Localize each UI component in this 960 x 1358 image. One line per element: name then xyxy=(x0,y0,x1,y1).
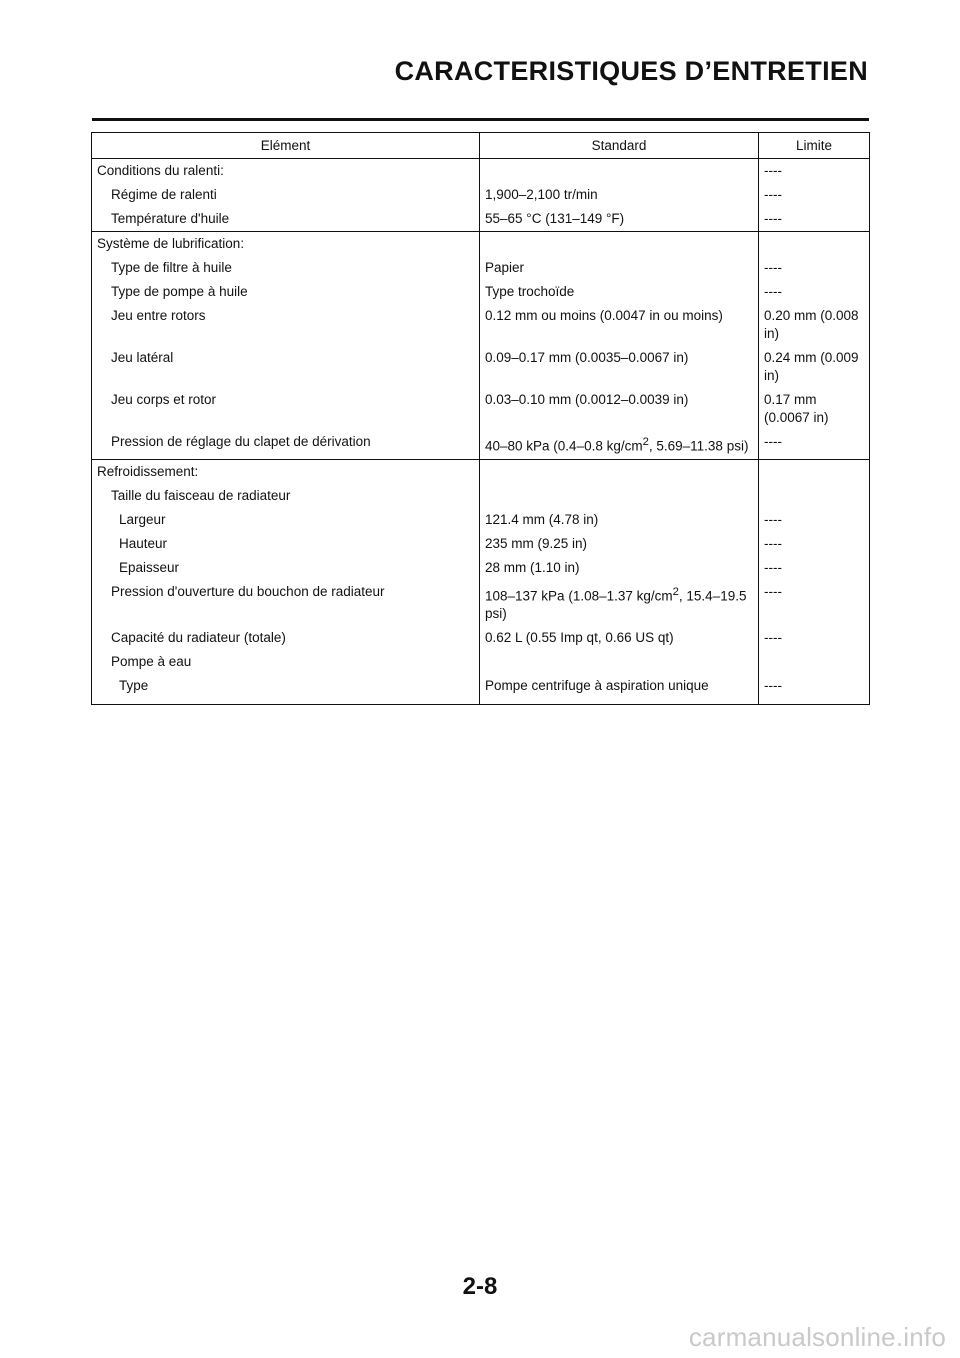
cell-element xyxy=(92,580,480,627)
table-row xyxy=(92,346,870,388)
cell-element xyxy=(92,484,480,508)
cell-standard: 121.4 mm (4.78 in) xyxy=(480,508,759,532)
item-label: Largeur xyxy=(119,511,166,527)
cell-element xyxy=(92,532,480,556)
table-row xyxy=(92,232,870,257)
table-row xyxy=(92,484,870,508)
title-rule xyxy=(92,118,869,121)
table-row xyxy=(92,459,870,484)
cell-standard: 1,900–2,100 tr/min xyxy=(480,183,759,207)
cell-limit: 0.20 mm (0.008 in) xyxy=(759,304,870,346)
cell-element xyxy=(92,207,480,232)
cell-limit: 0.17 mm (0.0067 in) xyxy=(759,388,870,430)
page-number: 2-8 xyxy=(462,1273,498,1300)
item-label: Epaisseur xyxy=(119,559,180,575)
table-row xyxy=(92,650,870,674)
superscript: 2 xyxy=(642,436,649,448)
cell-standard: 235 mm (9.25 in) xyxy=(480,532,759,556)
cell-limit xyxy=(759,232,870,257)
cell-limit: ---- xyxy=(759,280,870,304)
table-row xyxy=(92,508,870,532)
section-heading: Système de lubrification: xyxy=(97,236,245,251)
item-label: Pression de réglage du clapet de dérivation xyxy=(111,434,371,449)
item-label: Température d'huile xyxy=(111,211,230,226)
cell-limit xyxy=(759,484,870,508)
cell-limit: ---- xyxy=(759,256,870,280)
table-row xyxy=(92,207,870,232)
section-heading: Conditions du ralenti: xyxy=(97,163,224,178)
table-row xyxy=(92,580,870,627)
item-label: Pression d'ouverture du bouchon de radiateur xyxy=(111,583,385,599)
table-row xyxy=(92,626,870,650)
cell-standard: 55–65 °C (131–149 °F) xyxy=(480,207,759,232)
table-row xyxy=(92,556,870,580)
page-title: CARACTERISTIQUES D’ENTRETIEN xyxy=(394,56,868,86)
cell-standard xyxy=(480,159,759,184)
cell-element xyxy=(92,626,480,650)
item-label: Jeu corps et rotor xyxy=(111,392,217,407)
cell-standard: Pompe centrifuge à aspiration unique xyxy=(480,674,759,705)
section-heading: Refroidissement: xyxy=(97,463,199,479)
cell-standard xyxy=(480,484,759,508)
cell-standard xyxy=(480,459,759,484)
cell-limit: ---- xyxy=(759,207,870,232)
cell-element xyxy=(92,459,480,484)
cell-element xyxy=(92,304,480,346)
item-label: Taille du faisceau de radiateur xyxy=(111,487,291,503)
table-row xyxy=(92,159,870,184)
cell-limit: ---- xyxy=(759,183,870,207)
table-row xyxy=(92,256,870,280)
header-element: Elément xyxy=(92,133,480,159)
cell-limit: ---- xyxy=(759,580,870,627)
cell-standard: 40–80 kPa (0.4–0.8 $kg/cm^2$, 5.69–11.38 psi) xyxy=(480,430,759,459)
cell-limit: ---- xyxy=(759,626,870,650)
cell-element xyxy=(92,674,480,705)
cell-element xyxy=(92,508,480,532)
cell-element xyxy=(92,232,480,257)
cell-standard: 108–137 kPa (1.08–1.37 $kg/cm^2$, 15.4–19.5 psi) xyxy=(480,580,759,627)
cell-limit: 0.24 mm (0.009 in) xyxy=(759,346,870,388)
cell-element xyxy=(92,280,480,304)
cell-standard xyxy=(480,232,759,257)
table-row xyxy=(92,388,870,430)
item-label: Pompe à eau xyxy=(111,654,192,669)
cell-element xyxy=(92,159,480,184)
header-limit: Limite xyxy=(759,133,870,159)
cell-standard: Type trochoïde xyxy=(480,280,759,304)
watermark: carmanualsonline.info xyxy=(688,1322,946,1352)
item-label: Jeu entre rotors xyxy=(111,308,206,323)
cell-element xyxy=(92,556,480,580)
cell-standard: 0.62 L (0.55 Imp qt, 0.66 US qt) xyxy=(480,626,759,650)
cell-element xyxy=(92,388,480,430)
cell-standard: 0.03–0.10 mm (0.0012–0.0039 in) xyxy=(480,388,759,430)
item-label: Régime de ralenti xyxy=(111,187,217,202)
cell-standard xyxy=(480,650,759,674)
table-row xyxy=(92,304,870,346)
item-label: Hauteur xyxy=(119,535,168,551)
cell-limit: ---- xyxy=(759,674,870,705)
table-row xyxy=(92,532,870,556)
table-row xyxy=(92,674,870,705)
table-row xyxy=(92,280,870,304)
cell-standard: 28 mm (1.10 in) xyxy=(480,556,759,580)
cell-element xyxy=(92,346,480,388)
cell-limit: ---- xyxy=(759,532,870,556)
cell-standard: 0.12 mm ou moins (0.0047 in ou moins) xyxy=(480,304,759,346)
table-row xyxy=(92,183,870,207)
cell-limit: ---- xyxy=(759,159,870,184)
cell-limit: ---- xyxy=(759,556,870,580)
item-label: Capacité du radiateur (totale) xyxy=(111,630,286,645)
superscript: 2 xyxy=(672,585,679,598)
cell-element xyxy=(92,430,480,459)
cell-standard: Papier xyxy=(480,256,759,280)
item-label: Jeu latéral xyxy=(111,350,174,365)
table-row xyxy=(92,430,870,459)
cell-limit xyxy=(759,459,870,484)
item-label: Type de pompe à huile xyxy=(111,284,248,299)
item-label: Type de filtre à huile xyxy=(111,260,232,275)
cell-element xyxy=(92,256,480,280)
item-label: Type xyxy=(119,678,149,693)
cell-element xyxy=(92,650,480,674)
cell-limit: ---- xyxy=(759,508,870,532)
header-standard: Standard xyxy=(480,133,759,159)
cell-limit: ---- xyxy=(759,430,870,459)
cell-standard: 0.09–0.17 mm (0.0035–0.0067 in) xyxy=(480,346,759,388)
spec-table xyxy=(91,132,870,705)
table-header-row xyxy=(92,133,870,159)
cell-limit xyxy=(759,650,870,674)
cell-element xyxy=(92,183,480,207)
